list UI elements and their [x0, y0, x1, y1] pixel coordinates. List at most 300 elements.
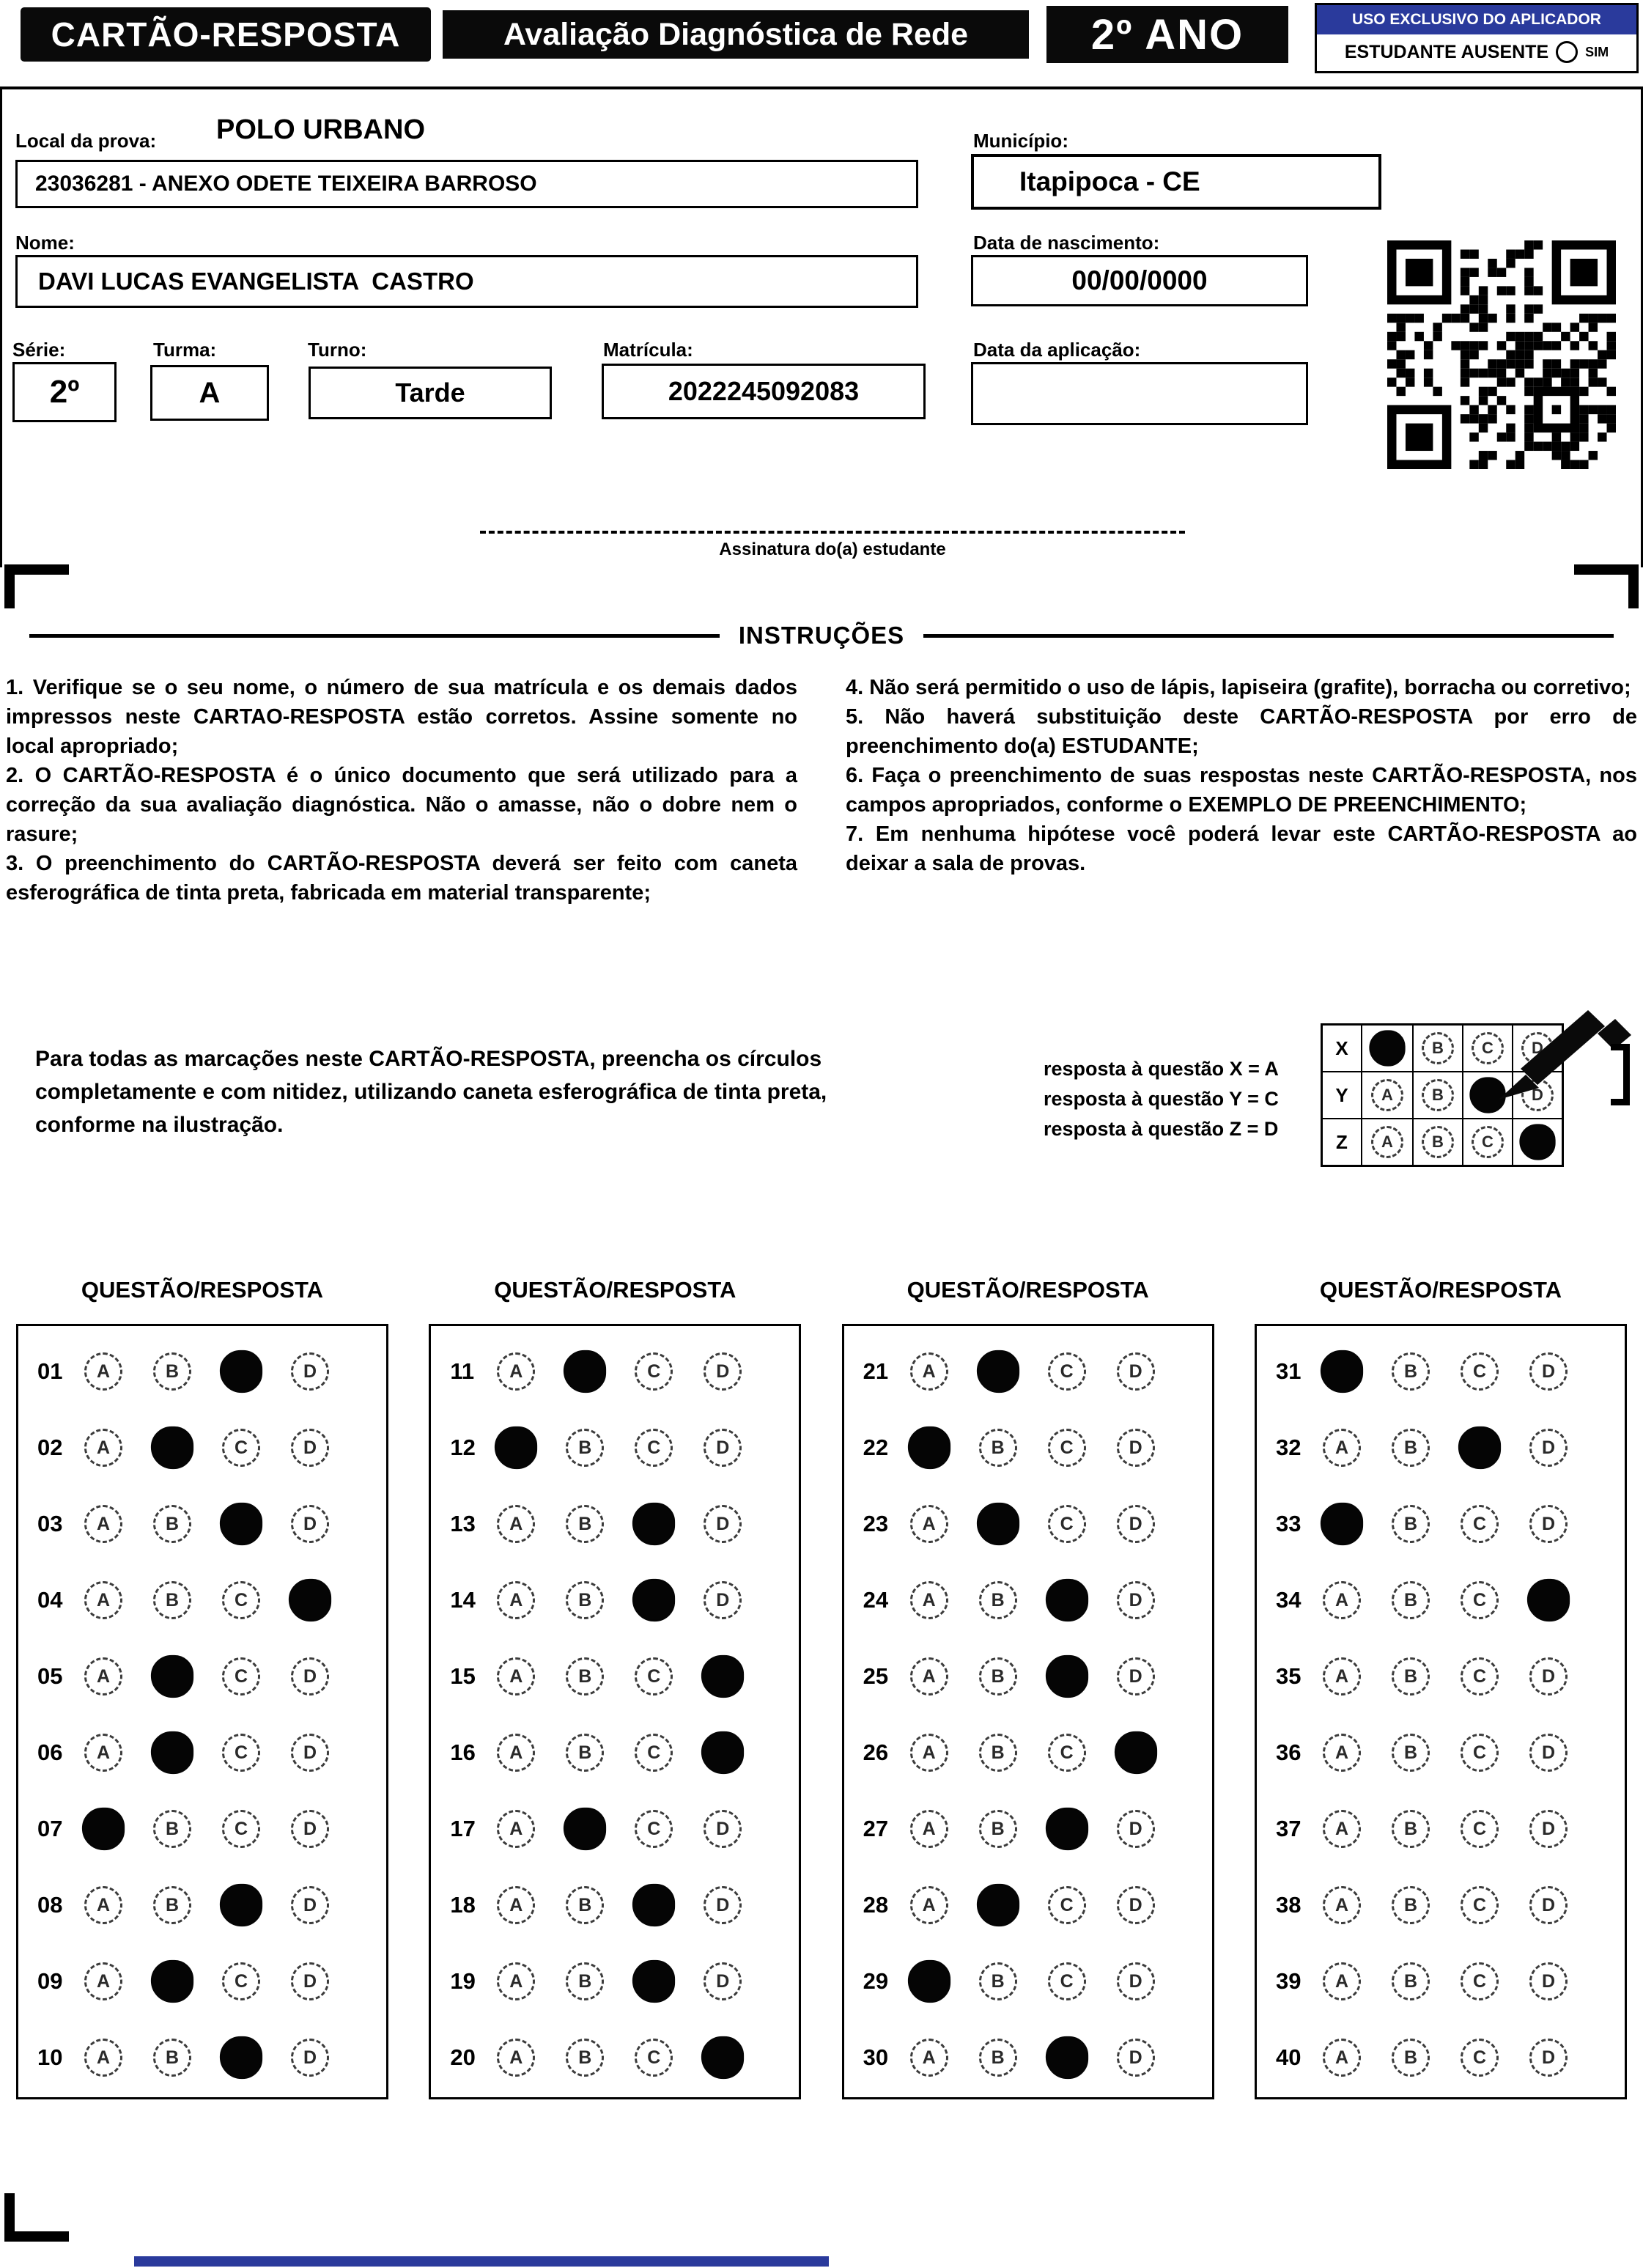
bubble-option[interactable]: B: [1392, 1581, 1430, 1619]
question-number: 05: [37, 1663, 63, 1689]
question-number: 37: [1275, 1816, 1302, 1841]
bubble-option[interactable]: C: [635, 2039, 673, 2077]
bubble-marked[interactable]: [151, 1960, 193, 2003]
question-number: 06: [37, 1739, 63, 1765]
example-legend-line: resposta à questão Y = C: [1044, 1088, 1279, 1110]
bubble-option[interactable]: D: [704, 1962, 742, 2000]
bubble-option[interactable]: B: [979, 2039, 1017, 2077]
bubble-option[interactable]: B: [979, 1810, 1017, 1848]
nascimento-box: 00/00/0000: [971, 255, 1308, 306]
bubble-group: [84, 1429, 329, 1467]
bubble-option[interactable]: C: [635, 1429, 673, 1467]
question-row: [450, 1715, 799, 1791]
answer-column: [1255, 1277, 1627, 2099]
bubble-option[interactable]: D: [291, 1505, 329, 1543]
question-number: 39: [1275, 1968, 1302, 1994]
bubble-group: [910, 2039, 1155, 2077]
bubble-group: [910, 1810, 1155, 1848]
question-row: [37, 1333, 386, 1410]
bubble-group: [1323, 1505, 1568, 1543]
bubble-marked[interactable]: [220, 1503, 262, 1545]
bubble-option[interactable]: B: [566, 1657, 604, 1696]
bubble-option[interactable]: D: [1529, 1962, 1568, 2000]
bubble-option[interactable]: B: [153, 1352, 191, 1391]
bubble-option[interactable]: C: [1461, 1581, 1499, 1619]
bubble-option[interactable]: D: [291, 1810, 329, 1848]
question-row: [37, 1715, 386, 1791]
bubble-option[interactable]: B: [979, 1581, 1017, 1619]
bubble-group: [497, 1581, 742, 1619]
question-row: [450, 1562, 799, 1638]
bubble-option[interactable]: D: [1117, 1657, 1155, 1696]
question-number: 27: [863, 1816, 889, 1841]
bubble-option[interactable]: B: [1392, 1734, 1430, 1772]
example-legend: [1044, 1054, 1279, 1144]
question-number: 33: [1275, 1511, 1302, 1536]
bubble-marked[interactable]: [151, 1655, 193, 1698]
example-bubble[interactable]: B: [1422, 1079, 1454, 1111]
question-row: [37, 1791, 386, 1867]
bubble-group: [1323, 1734, 1568, 1772]
bubble-option[interactable]: A: [497, 1657, 535, 1696]
bubble-group: [910, 1505, 1155, 1543]
student-data-form: [0, 89, 1643, 567]
bubble-option[interactable]: A: [497, 1505, 535, 1543]
answer-column: [842, 1277, 1214, 2099]
question-row: [450, 1943, 799, 2020]
bubble-option[interactable]: A: [910, 2039, 948, 2077]
bubble-marked[interactable]: [495, 1426, 537, 1469]
sim-label: SIM: [1585, 44, 1609, 59]
example-bubble[interactable]: B: [1422, 1032, 1454, 1064]
question-row: [1276, 1791, 1625, 1867]
bubble-marked[interactable]: [220, 1884, 262, 1926]
signature-label: Assinatura do(a) estudante: [719, 540, 946, 559]
bubble-option[interactable]: C: [1461, 1962, 1499, 2000]
bubble-option[interactable]: B: [566, 1886, 604, 1924]
bubble-option[interactable]: A: [84, 1429, 122, 1467]
nascimento-label: Data de nascimento:: [973, 232, 1160, 254]
bubble-option[interactable]: C: [1461, 1734, 1499, 1772]
question-number: 12: [450, 1435, 476, 1460]
bubble-option[interactable]: D: [704, 1581, 742, 1619]
question-row: [863, 1867, 1212, 1943]
bubble-group: [84, 2039, 329, 2077]
bubble-group: [84, 1505, 329, 1543]
bubble-option[interactable]: A: [1323, 1429, 1361, 1467]
question-number: 36: [1275, 1739, 1302, 1765]
bubble-option[interactable]: C: [222, 1657, 260, 1696]
bubble-option[interactable]: B: [979, 1429, 1017, 1467]
instruction-item: 6. Faça o preenchimento de suas respostas neste CARTÃO-RESPOSTA, nos campos apropriados, conforme o EXEMPLO DE PREENCHIMENTO;: [846, 764, 1637, 817]
nome-box: DAVI LUCAS EVANGELISTA CASTRO: [15, 255, 918, 308]
bubble-group: [84, 1657, 329, 1696]
bubble-marked[interactable]: [1321, 1503, 1363, 1545]
bubble-marked[interactable]: [289, 1579, 331, 1621]
question-number: 31: [1275, 1358, 1302, 1384]
matricula-box: 2022245092083: [602, 364, 926, 419]
print-mark-bar: [134, 2256, 829, 2267]
bubble-option[interactable]: A: [497, 2039, 535, 2077]
bubble-option[interactable]: A: [84, 2039, 122, 2077]
bubble-option[interactable]: A: [1323, 1657, 1361, 1696]
bubble-option[interactable]: D: [291, 1352, 329, 1391]
bubble-option[interactable]: D: [704, 1429, 742, 1467]
bubble-option[interactable]: D: [1529, 1352, 1568, 1391]
bubble-option[interactable]: A: [1323, 2039, 1361, 2077]
bubble-option[interactable]: B: [153, 1581, 191, 1619]
question-number: 23: [863, 1511, 889, 1536]
instructions-right: [846, 673, 1637, 907]
instruction-item: 5. Não haverá substituição deste CARTÃO-RESPOSTA por erro de preenchimento do(a) ESTUDANTE;: [846, 705, 1637, 758]
bubble-option[interactable]: A: [84, 1962, 122, 2000]
bubble-option[interactable]: B: [1392, 1429, 1430, 1467]
bubble-option[interactable]: C: [1461, 1352, 1499, 1391]
bubble-option[interactable]: D: [1117, 1810, 1155, 1848]
bubble-marked[interactable]: [220, 2036, 262, 2079]
signature-line[interactable]: [480, 531, 1185, 534]
question-row: [1276, 1562, 1625, 1638]
bubble-option[interactable]: D: [704, 1810, 742, 1848]
question-number: 32: [1275, 1435, 1302, 1460]
question-row: [37, 1562, 386, 1638]
bubble-option[interactable]: B: [1392, 1810, 1430, 1848]
bubble-option[interactable]: D: [1529, 1886, 1568, 1924]
bubble-marked[interactable]: [564, 1808, 606, 1850]
question-row: [863, 1410, 1212, 1486]
question-number: 21: [863, 1358, 889, 1384]
bubble-option[interactable]: B: [566, 1429, 604, 1467]
bubble-marked[interactable]: [151, 1426, 193, 1469]
bubble-option[interactable]: B: [979, 1734, 1017, 1772]
example-bubble[interactable]: D: [1521, 1079, 1554, 1111]
bubble-option[interactable]: C: [1048, 1505, 1086, 1543]
bubble-group: [84, 1810, 329, 1848]
answer-box: [842, 1324, 1214, 2099]
bubble-option[interactable]: D: [1529, 1429, 1568, 1467]
answer-column-header: QUESTÃO/RESPOSTA: [494, 1277, 736, 1303]
bubble-option[interactable]: C: [1048, 1734, 1086, 1772]
bubble-option[interactable]: D: [291, 1734, 329, 1772]
grade-badge: 2º ANO: [1046, 6, 1288, 63]
example-bubble[interactable]: A: [1371, 1079, 1403, 1111]
bubble-option[interactable]: C: [635, 1810, 673, 1848]
instruction-item: 1. Verifique se o seu nome, o número de sua matrícula e os demais dados impressos neste CARTAO-RESPOSTA estão corretos. Assine somente no local apropriado;: [6, 676, 797, 758]
bubble-option[interactable]: A: [84, 1352, 122, 1391]
bubble-marked[interactable]: [1046, 1579, 1088, 1621]
bubble-option[interactable]: D: [291, 1429, 329, 1467]
bubble-marked[interactable]: [701, 1731, 744, 1774]
bubble-marked[interactable]: [151, 1731, 193, 1774]
bubble-option[interactable]: A: [1323, 1962, 1361, 2000]
bubble-group: [84, 1886, 329, 1924]
instruction-item: 2. O CARTÃO-RESPOSTA é o único documento que será utilizado para a correção da sua avaliação diagnóstica. Não o amasse, não o dobre nem o rasure;: [6, 764, 797, 846]
example-row-label: X: [1323, 1026, 1362, 1071]
question-number: 20: [450, 2044, 476, 2070]
bubble-marked[interactable]: [701, 2036, 744, 2079]
bubble-option[interactable]: C: [1461, 1657, 1499, 1696]
question-row: [1276, 1638, 1625, 1715]
turno-label: Turno:: [308, 339, 367, 361]
bubble-option[interactable]: A: [84, 1886, 122, 1924]
bubble-option[interactable]: A: [910, 1810, 948, 1848]
question-row: [863, 2020, 1212, 2096]
instructions-left: [6, 673, 797, 907]
bubble-option[interactable]: B: [153, 2039, 191, 2077]
bubble-option[interactable]: A: [84, 1581, 122, 1619]
example-cell: [1462, 1119, 1512, 1165]
question-row: [1276, 1333, 1625, 1410]
bubble-option[interactable]: A: [497, 1962, 535, 2000]
bubble-option[interactable]: B: [153, 1810, 191, 1848]
example-bubble[interactable]: B: [1422, 1126, 1454, 1158]
bubble-option[interactable]: B: [1392, 1352, 1430, 1391]
bubble-marked[interactable]: [632, 1579, 675, 1621]
bubble-marked[interactable]: [1115, 1731, 1157, 1774]
bubble-option[interactable]: C: [1461, 2039, 1499, 2077]
bubble-option[interactable]: B: [153, 1505, 191, 1543]
bubble-option[interactable]: D: [1529, 1734, 1568, 1772]
bubble-option[interactable]: D: [704, 1352, 742, 1391]
bubble-group: [497, 1886, 742, 1924]
bubble-marked[interactable]: [1458, 1426, 1501, 1469]
question-number: 38: [1275, 1892, 1302, 1918]
bubble-marked[interactable]: [632, 1884, 675, 1926]
example-text: Para todas as marcações neste CARTÃO-RESPOSTA, preencha os círculos completamente e com nitidez, utilizando caneta esferográfica de tinta preta, conforme na ilustração.: [35, 1047, 827, 1137]
example-cell: [1362, 1072, 1412, 1118]
question-row: [863, 1715, 1212, 1791]
bubble-option[interactable]: A: [1323, 1734, 1361, 1772]
bubble-option[interactable]: C: [1048, 1429, 1086, 1467]
question-row: [37, 1638, 386, 1715]
bubble-option[interactable]: A: [1323, 1810, 1361, 1848]
example-bubble[interactable]: C: [1472, 1032, 1504, 1064]
bubble-group: [1323, 2039, 1568, 2077]
bubble-option[interactable]: B: [566, 1962, 604, 2000]
turma-box: A: [150, 365, 269, 421]
bubble-option[interactable]: D: [1117, 1886, 1155, 1924]
bubble-option[interactable]: A: [910, 1886, 948, 1924]
question-row: [450, 1638, 799, 1715]
bubble-option[interactable]: C: [635, 1734, 673, 1772]
bubble-group: [497, 1962, 742, 2000]
example-bubble[interactable]: A: [1371, 1126, 1403, 1158]
bubble-option[interactable]: C: [1461, 1886, 1499, 1924]
hand-bracket-icon: [1611, 1044, 1630, 1105]
question-row: [37, 2020, 386, 2096]
bubble-option[interactable]: B: [153, 1886, 191, 1924]
bubble-option[interactable]: D: [1529, 1657, 1568, 1696]
bubble-option[interactable]: D: [1529, 1505, 1568, 1543]
bubble-option[interactable]: C: [1048, 1352, 1086, 1391]
bubble-option[interactable]: D: [1117, 1352, 1155, 1391]
bubble-marked[interactable]: [977, 1503, 1019, 1545]
bubble-option[interactable]: A: [497, 1352, 535, 1391]
bubble-group: [1323, 1810, 1568, 1848]
instructions-columns: [6, 673, 1637, 907]
bubble-option[interactable]: A: [497, 1886, 535, 1924]
local-label: Local da prova:: [15, 130, 157, 152]
bubble-option[interactable]: D: [1117, 1962, 1155, 2000]
card-title: CARTÃO-RESPOSTA: [21, 7, 431, 62]
bubble-group: [1323, 1352, 1568, 1391]
question-number: 24: [863, 1587, 889, 1613]
bubble-group: [1323, 1581, 1568, 1619]
bubble-option[interactable]: A: [84, 1734, 122, 1772]
example-cell: [1412, 1072, 1462, 1118]
bubble-option[interactable]: A: [910, 1657, 948, 1696]
matricula-label: Matrícula:: [603, 339, 693, 361]
bubble-option[interactable]: A: [497, 1734, 535, 1772]
question-number: 17: [450, 1816, 476, 1841]
bubble-group: [910, 1352, 1155, 1391]
bubble-option[interactable]: B: [1392, 1505, 1430, 1543]
bubble-marked[interactable]: [908, 1426, 950, 1469]
question-number: 07: [37, 1816, 63, 1841]
bubble-option[interactable]: D: [1117, 1429, 1155, 1467]
question-row: [450, 1410, 799, 1486]
question-row: [450, 1486, 799, 1562]
bubble-option[interactable]: D: [1117, 2039, 1155, 2077]
example-bubble-filled[interactable]: [1519, 1124, 1555, 1160]
bubble-marked[interactable]: [1321, 1350, 1363, 1393]
bubble-option[interactable]: B: [979, 1962, 1017, 2000]
answer-column-header: QUESTÃO/RESPOSTA: [907, 1277, 1149, 1303]
nome-label: Nome:: [15, 232, 75, 254]
bubble-option[interactable]: D: [291, 1962, 329, 2000]
bubble-marked[interactable]: [977, 1884, 1019, 1926]
bubble-option[interactable]: D: [1117, 1505, 1155, 1543]
bubble-option[interactable]: B: [566, 1581, 604, 1619]
bubble-option[interactable]: C: [1461, 1505, 1499, 1543]
bubble-option[interactable]: D: [1529, 2039, 1568, 2077]
bubble-marked[interactable]: [564, 1350, 606, 1393]
bubble-option[interactable]: D: [1117, 1581, 1155, 1619]
bubble-option[interactable]: B: [1392, 1962, 1430, 2000]
bubble-option[interactable]: C: [222, 1581, 260, 1619]
question-row: [1276, 1410, 1625, 1486]
example-row-label: Z: [1323, 1119, 1362, 1165]
bubble-option[interactable]: A: [84, 1657, 122, 1696]
bubble-option[interactable]: C: [222, 1810, 260, 1848]
bubble-option[interactable]: C: [1048, 1962, 1086, 2000]
bubble-option[interactable]: C: [1461, 1810, 1499, 1848]
bubble-option[interactable]: B: [1392, 1886, 1430, 1924]
example-row-label: Y: [1323, 1072, 1362, 1118]
estudante-ausente-row: [1317, 34, 1636, 70]
bubble-marked[interactable]: [632, 1503, 675, 1545]
ausente-bubble[interactable]: [1556, 41, 1578, 63]
question-row: [37, 1867, 386, 1943]
question-number: 03: [37, 1511, 63, 1536]
question-row: [37, 1943, 386, 2020]
bubble-option[interactable]: C: [222, 1734, 260, 1772]
bubble-marked[interactable]: [701, 1655, 744, 1698]
bubble-option[interactable]: A: [910, 1734, 948, 1772]
bubble-option[interactable]: A: [497, 1810, 535, 1848]
bubble-option[interactable]: B: [1392, 2039, 1430, 2077]
question-number: 16: [450, 1739, 476, 1765]
instructions-header: [29, 622, 1614, 649]
bubble-option[interactable]: B: [566, 2039, 604, 2077]
municipio-box: Itapipoca - CE: [971, 154, 1381, 210]
bubble-marked[interactable]: [632, 1960, 675, 2003]
bubble-option[interactable]: A: [910, 1505, 948, 1543]
bubble-marked[interactable]: [908, 1960, 950, 2003]
bubble-option[interactable]: B: [979, 1657, 1017, 1696]
question-row: [863, 1791, 1212, 1867]
bubble-group: [1323, 1962, 1568, 2000]
example-bubble-filled[interactable]: [1369, 1030, 1405, 1066]
bubble-option[interactable]: D: [291, 1657, 329, 1696]
bubble-option[interactable]: D: [704, 1505, 742, 1543]
bubble-option[interactable]: B: [1392, 1657, 1430, 1696]
bubble-group: [84, 1734, 329, 1772]
bubble-option[interactable]: C: [222, 1962, 260, 2000]
instructions-rule-right: [923, 634, 1614, 638]
question-row: [1276, 1486, 1625, 1562]
question-number: 02: [37, 1435, 63, 1460]
bubble-marked[interactable]: [82, 1808, 125, 1850]
bubble-option[interactable]: D: [1529, 1810, 1568, 1848]
bubble-option[interactable]: D: [704, 1886, 742, 1924]
bubble-option[interactable]: A: [497, 1581, 535, 1619]
bubble-marked[interactable]: [1046, 1655, 1088, 1698]
answer-box: [429, 1324, 801, 2099]
bubble-option[interactable]: C: [222, 1429, 260, 1467]
bubble-option[interactable]: C: [635, 1352, 673, 1391]
bubble-option[interactable]: D: [291, 1886, 329, 1924]
example-bubble[interactable]: C: [1472, 1126, 1504, 1158]
bubble-group: [910, 1886, 1155, 1924]
bubble-option[interactable]: D: [291, 2039, 329, 2077]
example-bubble[interactable]: D: [1521, 1032, 1554, 1064]
question-number: 28: [863, 1892, 889, 1918]
bubble-group: [84, 1581, 329, 1619]
bubble-option[interactable]: A: [910, 1352, 948, 1391]
bubble-option[interactable]: C: [1048, 1886, 1086, 1924]
question-number: 08: [37, 1892, 63, 1918]
bubble-group: [1323, 1886, 1568, 1924]
bubble-option[interactable]: B: [566, 1734, 604, 1772]
question-row: [1276, 1867, 1625, 1943]
question-row: [1276, 1943, 1625, 2020]
bubble-option[interactable]: A: [1323, 1886, 1361, 1924]
bubble-option[interactable]: A: [84, 1505, 122, 1543]
bubble-marked[interactable]: [1046, 1808, 1088, 1850]
question-row: [450, 1791, 799, 1867]
question-number: 15: [450, 1663, 476, 1689]
bubble-option[interactable]: A: [1323, 1581, 1361, 1619]
instruction-item: 7. Em nenhuma hipótese você poderá levar este CARTÃO-RESPOSTA ao deixar a sala de provas.: [846, 822, 1637, 875]
instruction-item: 3. O preenchimento do CARTÃO-RESPOSTA deverá ser feito com caneta esferográfica de tinta preta, fabricada em material transparente;: [6, 852, 797, 905]
example-legend-line: resposta à questão X = A: [1044, 1058, 1279, 1080]
question-row: [37, 1410, 386, 1486]
bubble-marked[interactable]: [220, 1350, 262, 1393]
example-cell: [1362, 1026, 1412, 1071]
question-number: 22: [863, 1435, 889, 1460]
bubble-marked[interactable]: [1046, 2036, 1088, 2079]
bubble-option[interactable]: A: [910, 1581, 948, 1619]
bubble-marked[interactable]: [977, 1350, 1019, 1393]
answer-column-header: QUESTÃO/RESPOSTA: [81, 1277, 324, 1303]
example-cell: [1512, 1119, 1562, 1165]
question-number: 35: [1275, 1663, 1302, 1689]
bubble-option[interactable]: B: [566, 1505, 604, 1543]
aplicacao-box[interactable]: [971, 362, 1308, 425]
bubble-option[interactable]: C: [635, 1657, 673, 1696]
bubble-marked[interactable]: [1527, 1579, 1570, 1621]
